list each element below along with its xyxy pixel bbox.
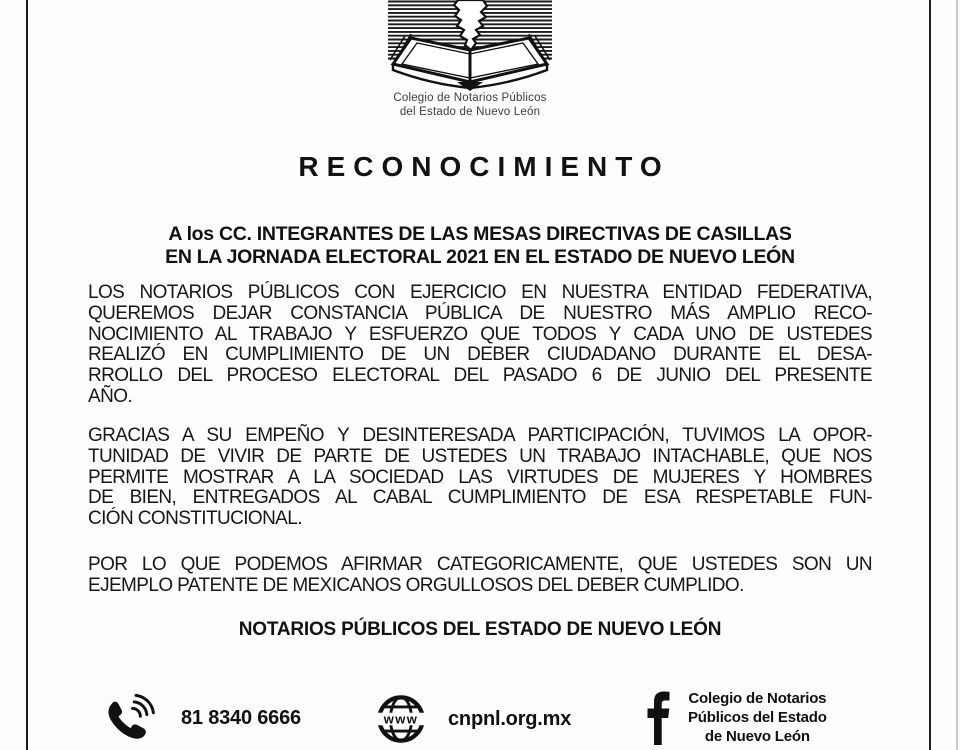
page-title: RECONOCIMIENTO xyxy=(298,151,670,182)
phone-icon xyxy=(102,690,156,746)
paragraph-line: CIÓN CONSTITUCIONAL. xyxy=(88,508,302,530)
paragraph-line: REALIZÓ EN CUMPLIMIENTO DE UN DEBER CIUDADANO DURANTE EL DESA- xyxy=(88,344,872,366)
paragraph-line: POR LO QUE PODEMOS AFIRMAR CATEGORICAMENTE, QUE USTEDES SON UN xyxy=(88,554,872,575)
subtitle-line2: EN LA JORNADA ELECTORAL 2021 EN EL ESTADO DE NUEVO LEÓN xyxy=(165,246,795,268)
paragraph-line: TUNIDAD DE VIVIR DE PARTE DE USTEDES UN TRABAJO INTACHABLE, QUE NOS xyxy=(88,445,872,467)
logo-caption-line2: del Estado de Nuevo León xyxy=(399,105,541,118)
paragraph-line: GRACIAS A SU EMPEÑO Y DESINTERESADA PARTICIPACIÓN, TUVIMOS LA OPOR- xyxy=(88,425,872,446)
colegio-logo xyxy=(350,0,590,119)
paragraph-line: NOCIMIENTO AL TRABAJO Y ESFUERZO QUE TODOS Y CADA UNO DE USTEDES xyxy=(88,323,872,345)
footer-phone xyxy=(102,690,301,746)
facebook-page-name xyxy=(688,689,827,746)
facebook-icon xyxy=(645,688,670,746)
logo-caption-line1: Colegio de Notarios Públicos xyxy=(393,92,547,104)
facebook-line2: Públicos del Estado xyxy=(688,708,827,726)
facebook-line3: de Nuevo León xyxy=(704,727,810,745)
signature-line: NOTARIOS PÚBLICOS DEL ESTADO DE NUEVO LEÓN xyxy=(238,619,722,640)
svg-text:www: www xyxy=(383,711,419,727)
footer-website xyxy=(376,694,571,744)
paragraph-2 xyxy=(88,426,872,530)
paragraph-line: QUEREMOS DEJAR CONSTANCIA PÚBLICA DE NUESTRO MÁS AMPLIO RECO- xyxy=(88,302,872,324)
subtitle-line1: A los CC. INTEGRANTES DE LAS MESAS DIRECTIVAS DE CASILLAS xyxy=(168,223,792,245)
paragraph-line: AÑO. xyxy=(88,385,133,407)
paragraph-line: LOS NOTARIOS PÚBLICOS CON EJERCICIO EN NUESTRA ENTIDAD FEDERATIVA, xyxy=(88,282,872,303)
subtitle xyxy=(0,223,960,269)
open-book-nuevo-leon-logo-icon xyxy=(385,0,555,92)
paragraph-line: DE BIEN, ENTREGADOS AL CABAL CUMPLIMIENTO DE ESA RESPETABLE FUN- xyxy=(88,487,872,509)
paragraph-1 xyxy=(88,283,872,408)
globe-www-icon xyxy=(376,694,426,744)
paragraph-line: PERMITE MOSTRAR A LA SOCIEDAD LAS VIRTUDES DE MUJERES Y HOMBRES xyxy=(88,466,872,488)
footer-facebook xyxy=(645,688,827,746)
facebook-line1: Colegio de Notarios xyxy=(688,689,827,707)
paragraph-line: EJEMPLO PATENTE DE MEXICANOS ORGULLOSOS DEL DEBER CUMPLIDO. xyxy=(88,574,744,596)
phone-number: 81 8340 6666 xyxy=(181,706,301,729)
paragraph-line: RROLLO DEL PROCESO ELECTORAL DEL PASADO 6 DE JUNIO DEL PRESENTE xyxy=(88,365,872,387)
paragraph-3 xyxy=(88,555,872,597)
website-url: cnpnl.org.mx xyxy=(448,707,572,730)
